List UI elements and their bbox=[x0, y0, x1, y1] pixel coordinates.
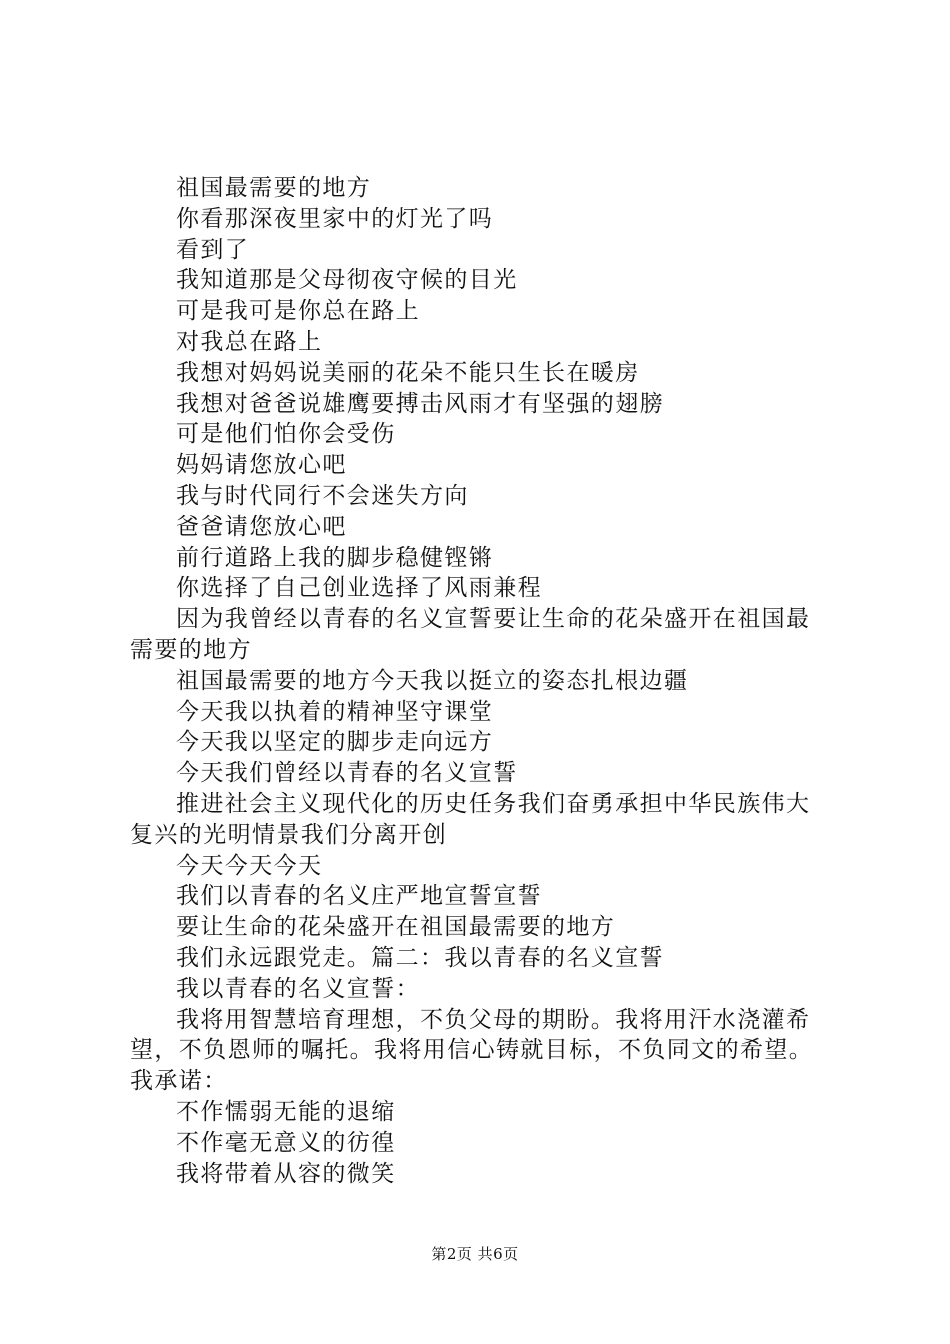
paragraph-12: 爸爸请您放心吧 bbox=[176, 513, 347, 540]
paragraph-18: 今天我以坚定的脚步走向远方 bbox=[176, 729, 494, 756]
paragraph-1: 祖国最需要的地方 bbox=[176, 175, 372, 201]
paragraph-7: 我想对妈妈说美丽的花朵不能只生长在暖房 bbox=[176, 359, 640, 386]
paragraph-5: 可是我可是你总在路上 bbox=[176, 298, 420, 325]
paragraph-26: 我将用智慧培育理想，不负父母的期盼。我将用汗水浇灌希望，不负恩师的嘱托。我将用信心铸就目标，不负同文的希望。我承诺： bbox=[130, 1006, 814, 1095]
paragraph-17: 今天我以执着的精神坚守课堂 bbox=[176, 698, 494, 725]
paragraph-16: 祖国最需要的地方今天我以挺立的姿态扎根边疆 bbox=[176, 667, 689, 694]
paragraph-22: 我们以青春的名义庄严地宣誓宣誓 bbox=[176, 883, 542, 910]
paragraph-27: 不作懦弱无能的退缩 bbox=[176, 1098, 396, 1125]
paragraph-21: 今天今天今天 bbox=[176, 852, 323, 879]
paragraph-25: 我以青春的名义宣誓： bbox=[176, 975, 420, 1002]
paragraph-2: 你看那深夜里家中的灯光了吗 bbox=[176, 205, 494, 232]
paragraph-13: 前行道路上我的脚步稳健铿锵 bbox=[176, 544, 494, 571]
paragraph-10: 妈妈请您放心吧 bbox=[176, 452, 347, 479]
page-number-label: 第2页 共6页 bbox=[431, 1245, 519, 1263]
paragraph-19: 今天我们曾经以青春的名义宣誓 bbox=[176, 760, 518, 787]
paragraph-6: 对我总在路上 bbox=[176, 328, 323, 355]
paragraph-11: 我与时代同行不会迷失方向 bbox=[176, 482, 469, 509]
paragraph-23: 要让生命的花朵盛开在祖国最需要的地方 bbox=[176, 914, 616, 941]
paragraph-20: 推进社会主义现代化的历史任务我们奋勇承担中华民族伟大复兴的光明情景我们分离开创 bbox=[130, 790, 811, 848]
paragraph-15: 因为我曾经以青春的名义宣誓要让生命的花朵盛开在祖国最需要的地方 bbox=[130, 606, 811, 663]
document-body bbox=[130, 173, 830, 1189]
page-footer bbox=[0, 1244, 950, 1264]
paragraph-28: 不作毫无意义的彷徨 bbox=[176, 1129, 396, 1156]
paragraph-3: 看到了 bbox=[176, 236, 250, 263]
paragraph-14: 你选择了自己创业选择了风雨兼程 bbox=[176, 575, 542, 602]
paragraph-8: 我想对爸爸说雄鹰要搏击风雨才有坚强的翅膀 bbox=[176, 390, 664, 417]
paragraph-4: 我知道那是父母彻夜守候的目光 bbox=[176, 267, 518, 294]
paragraph-9: 可是他们怕你会受伤 bbox=[176, 421, 396, 448]
paragraph-24: 我们永远跟党走。篇二：我以青春的名义宣誓 bbox=[176, 944, 664, 971]
paragraph-29: 我将带着从容的微笑 bbox=[176, 1160, 396, 1187]
